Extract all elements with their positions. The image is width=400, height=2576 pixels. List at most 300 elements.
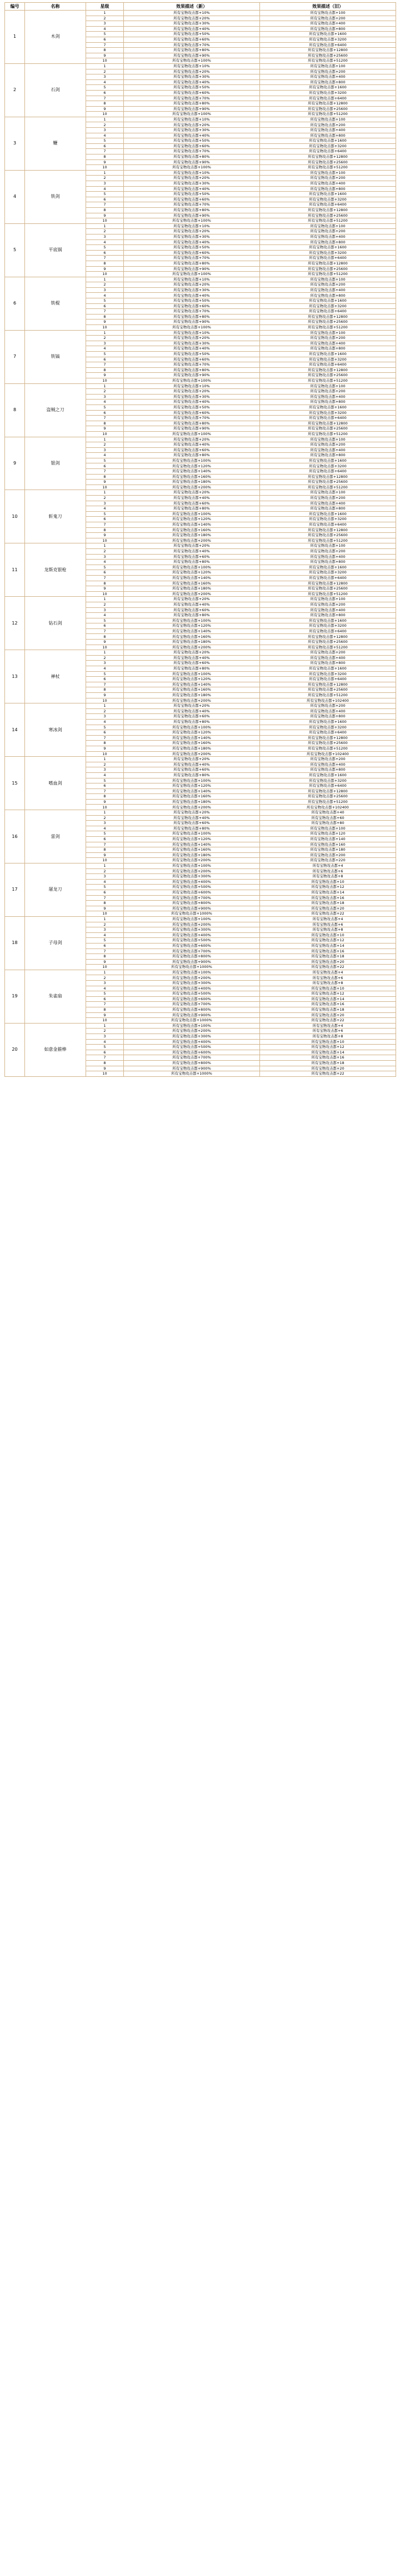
cell-effect-old: 所有宝物攻击都+800	[260, 661, 396, 666]
cell-effect-new: 所有宝物攻击都+900%	[124, 959, 260, 965]
cell-effect-old: 所有宝物攻击都+200	[260, 442, 396, 448]
cell-effect-new: 所有宝物攻击都+1000%	[124, 965, 260, 970]
cell-effect-new: 所有宝物攻击都+10%	[124, 117, 260, 122]
cell-effect-new: 所有宝物攻击都+40%	[124, 496, 260, 501]
cell-effect-old: 所有宝物攻击都+25600	[260, 794, 396, 800]
cell-effect-old: 所有宝物攻击都+22	[260, 965, 396, 970]
cell-effect-new: 所有宝物攻击都+120%	[124, 677, 260, 682]
cell-effect-new: 所有宝物攻击都+60%	[124, 501, 260, 506]
cell-star-level: 8	[86, 687, 124, 693]
table-row	[5, 330, 396, 336]
cell-effect-new: 所有宝物攻击都+700%	[124, 948, 260, 954]
cell-effect-new: 所有宝物攻击都+40%	[124, 655, 260, 661]
cell-effect-old: 所有宝物攻击都+12	[260, 885, 396, 890]
cell-effect-old: 所有宝物攻击都+3200	[260, 463, 396, 469]
row-weapon-name: 龙斯克银枪	[25, 543, 86, 597]
cell-effect-new: 所有宝物攻击都+70%	[124, 362, 260, 368]
cell-effect-old: 所有宝物攻击都+400	[260, 447, 396, 453]
cell-effect-new: 所有宝物攻击都+80%	[124, 207, 260, 213]
cell-effect-new: 所有宝物攻击都+1000%	[124, 911, 260, 917]
cell-effect-new: 所有宝物攻击都+100%	[124, 218, 260, 224]
cell-star-level: 1	[86, 383, 124, 389]
cell-star-level: 6	[86, 197, 124, 202]
cell-effect-new: 所有宝物攻击都+100%	[124, 863, 260, 869]
cell-effect-old: 所有宝物攻击都+51200	[260, 693, 396, 698]
cell-effect-new: 所有宝物攻击都+40%	[124, 442, 260, 448]
cell-star-level: 1	[86, 223, 124, 229]
cell-effect-old: 所有宝物攻击都+4	[260, 970, 396, 975]
cell-effect-new: 所有宝物攻击都+200%	[124, 922, 260, 927]
cell-effect-new: 所有宝物攻击都+500%	[124, 938, 260, 943]
cell-effect-new: 所有宝物攻击都+400%	[124, 932, 260, 938]
cell-star-level: 10	[86, 378, 124, 383]
cell-effect-new: 所有宝物攻击都+120%	[124, 623, 260, 629]
cell-star-level: 8	[86, 101, 124, 107]
cell-effect-new: 所有宝物攻击都+40%	[124, 400, 260, 405]
cell-star-level: 2	[86, 16, 124, 21]
cell-effect-new: 所有宝物攻击都+10%	[124, 383, 260, 389]
cell-star-level: 7	[86, 362, 124, 368]
cell-effect-old: 所有宝物攻击都+25600	[260, 741, 396, 746]
cell-effect-new: 所有宝物攻击都+80%	[124, 421, 260, 426]
cell-effect-new: 所有宝物攻击都+800%	[124, 901, 260, 906]
cell-star-level: 9	[86, 746, 124, 751]
cell-star-level: 4	[86, 26, 124, 32]
cell-effect-new: 所有宝物攻击都+40%	[124, 133, 260, 138]
cell-star-level: 1	[86, 757, 124, 762]
cell-effect-new: 所有宝物攻击都+10%	[124, 277, 260, 282]
cell-effect-old: 所有宝物攻击都+100	[260, 170, 396, 176]
row-weapon-name: 嗜血剑	[25, 757, 86, 810]
cell-star-level: 1	[86, 863, 124, 869]
cell-effect-old: 所有宝物攻击都+100	[260, 11, 396, 16]
cell-effect-old: 所有宝物攻击都+200	[260, 69, 396, 74]
cell-star-level: 8	[86, 527, 124, 533]
cell-effect-old: 所有宝物攻击都+12800	[260, 48, 396, 53]
cell-effect-old: 所有宝物攻击都+3200	[260, 725, 396, 730]
cell-effect-old: 所有宝物攻击都+100	[260, 490, 396, 496]
table-row	[5, 11, 396, 16]
cell-effect-old: 所有宝物攻击都+1600	[260, 666, 396, 672]
cell-star-level: 5	[86, 1045, 124, 1050]
cell-effect-new: 所有宝物攻击都+40%	[124, 602, 260, 607]
cell-effect-old: 所有宝物攻击都+100	[260, 330, 396, 336]
cell-effect-new: 所有宝物攻击都+60%	[124, 37, 260, 42]
cell-star-level: 7	[86, 735, 124, 741]
cell-effect-old: 所有宝物攻击都+1600	[260, 565, 396, 570]
table-body	[5, 11, 396, 1077]
cell-effect-old: 所有宝物攻击都+3200	[260, 90, 396, 96]
cell-effect-new: 所有宝物攻击都+200%	[124, 1029, 260, 1034]
row-weapon-name: 铁镐	[25, 330, 86, 383]
cell-effect-new: 所有宝物攻击都+140%	[124, 575, 260, 581]
cell-effect-old: 所有宝物攻击都+400	[260, 341, 396, 346]
cell-star-level: 10	[86, 1071, 124, 1077]
cell-effect-old: 所有宝物攻击都+400	[260, 554, 396, 560]
cell-effect-old: 所有宝物攻击都+40	[260, 810, 396, 816]
cell-effect-new: 所有宝物攻击都+10%	[124, 11, 260, 16]
cell-effect-new: 所有宝物攻击都+10%	[124, 170, 260, 176]
cell-effect-new: 所有宝物攻击都+50%	[124, 298, 260, 304]
cell-star-level: 5	[86, 85, 124, 91]
cell-effect-new: 所有宝物攻击都+100%	[124, 272, 260, 277]
cell-effect-old: 所有宝物攻击都+8	[260, 927, 396, 933]
cell-effect-old: 所有宝物攻击都+800	[260, 767, 396, 773]
cell-star-level: 7	[86, 895, 124, 901]
table-row	[5, 490, 396, 496]
cell-effect-new: 所有宝物攻击都+180%	[124, 746, 260, 751]
cell-effect-new: 所有宝物攻击都+90%	[124, 213, 260, 218]
cell-star-level: 8	[86, 207, 124, 213]
cell-effect-old: 所有宝物攻击都+12	[260, 991, 396, 997]
cell-effect-old: 所有宝物攻击都+6400	[260, 730, 396, 736]
cell-star-level: 10	[86, 858, 124, 863]
cell-effect-old: 所有宝物攻击都+400	[260, 287, 396, 293]
cell-effect-new: 所有宝物攻击都+900%	[124, 1012, 260, 1018]
cell-effect-old: 所有宝物攻击都+6400	[260, 149, 396, 154]
cell-effect-new: 所有宝物攻击都+80%	[124, 48, 260, 53]
cell-effect-new: 所有宝物攻击都+20%	[124, 543, 260, 549]
cell-effect-new: 所有宝物攻击都+160%	[124, 527, 260, 533]
cell-star-level: 5	[86, 671, 124, 677]
cell-star-level: 9	[86, 906, 124, 911]
cell-star-level: 6	[86, 943, 124, 948]
cell-effect-old: 所有宝物攻击都+25600	[260, 319, 396, 325]
cell-effect-old: 所有宝物攻击都+140	[260, 837, 396, 842]
cell-star-level: 9	[86, 266, 124, 272]
cell-star-level: 7	[86, 788, 124, 794]
cell-star-level: 3	[86, 447, 124, 453]
cell-effect-old: 所有宝物攻击都+800	[260, 239, 396, 245]
row-id: 12	[5, 597, 25, 650]
row-weapon-name: 银剑	[25, 437, 86, 490]
cell-effect-new: 所有宝物攻击都+200%	[124, 645, 260, 650]
cell-effect-old: 所有宝物攻击都+1600	[260, 772, 396, 778]
cell-effect-new: 所有宝物攻击都+80%	[124, 826, 260, 831]
cell-star-level: 1	[86, 170, 124, 176]
cell-effect-new: 所有宝物攻击都+700%	[124, 1055, 260, 1061]
cell-effect-old: 所有宝物攻击都+400	[260, 501, 396, 506]
cell-effect-new: 所有宝物攻击都+140%	[124, 842, 260, 847]
cell-effect-new: 所有宝物攻击都+20%	[124, 229, 260, 234]
cell-star-level: 2	[86, 442, 124, 448]
table-row	[5, 703, 396, 709]
cell-star-level: 2	[86, 496, 124, 501]
cell-effect-new: 所有宝物攻击都+300%	[124, 927, 260, 933]
cell-effect-old: 所有宝物攻击都+102400	[260, 805, 396, 810]
column-header-effect-old: 效果描述（旧）	[260, 3, 396, 11]
cell-effect-old: 所有宝物攻击都+51200	[260, 272, 396, 277]
cell-star-level: 8	[86, 154, 124, 160]
cell-effect-new: 所有宝物攻击都+30%	[124, 21, 260, 27]
cell-star-level: 10	[86, 965, 124, 970]
cell-star-level: 1	[86, 330, 124, 336]
cell-star-level: 8	[86, 581, 124, 586]
cell-star-level: 5	[86, 831, 124, 837]
cell-effect-old: 所有宝物攻击都+200	[260, 176, 396, 181]
row-id: 6	[5, 277, 25, 330]
cell-effect-new: 所有宝物攻击都+500%	[124, 885, 260, 890]
table-row	[5, 277, 396, 282]
weapon-star-effects-table	[4, 2, 396, 1077]
cell-star-level: 10	[86, 325, 124, 331]
column-header-star: 星级	[86, 3, 124, 11]
cell-star-level: 5	[86, 298, 124, 304]
cell-effect-old: 所有宝物攻击都+16	[260, 895, 396, 901]
table-row	[5, 543, 396, 549]
cell-effect-old: 所有宝物攻击都+200	[260, 852, 396, 858]
cell-star-level: 5	[86, 885, 124, 890]
cell-effect-old: 所有宝物攻击都+400	[260, 128, 396, 133]
cell-star-level: 9	[86, 480, 124, 485]
cell-star-level: 4	[86, 79, 124, 85]
cell-effect-old: 所有宝物攻击都+20	[260, 959, 396, 965]
cell-effect-new: 所有宝物攻击都+100%	[124, 112, 260, 117]
cell-effect-old: 所有宝物攻击都+800	[260, 453, 396, 458]
cell-star-level: 2	[86, 229, 124, 234]
cell-star-level: 1	[86, 810, 124, 816]
cell-star-level: 2	[86, 602, 124, 607]
cell-effect-old: 所有宝物攻击都+25600	[260, 426, 396, 432]
table-row	[5, 597, 396, 602]
cell-effect-new: 所有宝物攻击都+800%	[124, 954, 260, 960]
cell-effect-new: 所有宝物攻击都+160%	[124, 474, 260, 480]
cell-star-level: 5	[86, 458, 124, 463]
cell-effect-old: 所有宝物攻击都+20	[260, 1066, 396, 1071]
cell-effect-old: 所有宝物攻击都+200	[260, 229, 396, 234]
cell-effect-old: 所有宝物攻击都+51200	[260, 538, 396, 543]
cell-effect-new: 所有宝物攻击都+80%	[124, 613, 260, 618]
cell-effect-new: 所有宝物攻击都+100%	[124, 831, 260, 837]
cell-effect-new: 所有宝物攻击都+180%	[124, 852, 260, 858]
cell-star-level: 4	[86, 986, 124, 991]
cell-effect-old: 所有宝物攻击都+3200	[260, 517, 396, 522]
cell-star-level: 4	[86, 133, 124, 138]
cell-effect-old: 所有宝物攻击都+200	[260, 16, 396, 21]
cell-effect-new: 所有宝物攻击都+80%	[124, 666, 260, 672]
cell-effect-new: 所有宝物攻击都+70%	[124, 256, 260, 261]
cell-effect-old: 所有宝物攻击都+160	[260, 842, 396, 847]
cell-effect-old: 所有宝物攻击都+1600	[260, 511, 396, 517]
column-header-effect-new: 效果描述（新）	[124, 3, 260, 11]
cell-star-level: 2	[86, 762, 124, 767]
cell-star-level: 7	[86, 416, 124, 421]
row-id: 14	[5, 703, 25, 757]
cell-effect-old: 所有宝物攻击都+220	[260, 858, 396, 863]
cell-effect-new: 所有宝物攻击都+140%	[124, 628, 260, 634]
cell-effect-old: 所有宝物攻击都+6400	[260, 416, 396, 421]
cell-star-level: 5	[86, 618, 124, 623]
cell-effect-old: 所有宝物攻击都+200	[260, 703, 396, 709]
row-weapon-name: 子母剑	[25, 916, 86, 970]
table-row	[5, 63, 396, 69]
cell-effect-old: 所有宝物攻击都+800	[260, 560, 396, 565]
cell-effect-old: 所有宝物攻击都+3200	[260, 143, 396, 149]
cell-star-level: 10	[86, 538, 124, 543]
table-header-row	[5, 3, 396, 11]
cell-effect-old: 所有宝物攻击都+6400	[260, 469, 396, 475]
cell-effect-new: 所有宝物攻击都+20%	[124, 16, 260, 21]
cell-effect-old: 所有宝物攻击都+200	[260, 122, 396, 128]
cell-star-level: 5	[86, 778, 124, 783]
cell-effect-old: 所有宝物攻击都+51200	[260, 112, 396, 117]
cell-effect-new: 所有宝物攻击都+500%	[124, 1045, 260, 1050]
cell-effect-old: 所有宝物攻击都+51200	[260, 58, 396, 64]
cell-star-level: 4	[86, 560, 124, 565]
table-row	[5, 810, 396, 816]
cell-effect-old: 所有宝物攻击都+6400	[260, 628, 396, 634]
cell-effect-old: 所有宝物攻击都+12800	[260, 154, 396, 160]
cell-effect-old: 所有宝物攻击都+12	[260, 1045, 396, 1050]
cell-effect-new: 所有宝物攻击都+200%	[124, 751, 260, 757]
cell-effect-old: 所有宝物攻击都+12800	[260, 634, 396, 640]
cell-effect-old: 所有宝物攻击都+6400	[260, 783, 396, 789]
cell-effect-old: 所有宝物攻击都+200	[260, 650, 396, 656]
table-row	[5, 1023, 396, 1029]
cell-effect-new: 所有宝物攻击都+60%	[124, 607, 260, 613]
cell-star-level: 6	[86, 570, 124, 576]
cell-effect-old: 所有宝物攻击都+8	[260, 981, 396, 986]
cell-star-level: 8	[86, 261, 124, 266]
cell-effect-new: 所有宝物攻击都+10%	[124, 223, 260, 229]
cell-effect-old: 所有宝物攻击都+80	[260, 821, 396, 826]
cell-effect-old: 所有宝物攻击都+1600	[260, 192, 396, 197]
cell-effect-old: 所有宝物攻击都+51200	[260, 485, 396, 490]
cell-effect-old: 所有宝物攻击都+14	[260, 943, 396, 948]
cell-star-level: 7	[86, 202, 124, 208]
cell-effect-old: 所有宝物攻击都+6	[260, 868, 396, 874]
table-header	[5, 3, 396, 11]
cell-effect-new: 所有宝物攻击都+900%	[124, 1066, 260, 1071]
document-body	[0, 0, 400, 1081]
cell-star-level: 10	[86, 698, 124, 703]
cell-star-level: 9	[86, 1012, 124, 1018]
cell-effect-new: 所有宝物攻击都+300%	[124, 1034, 260, 1040]
cell-effect-new: 所有宝物攻击都+40%	[124, 815, 260, 821]
cell-effect-new: 所有宝物攻击都+30%	[124, 74, 260, 80]
cell-star-level: 5	[86, 511, 124, 517]
cell-effect-new: 所有宝物攻击都+400%	[124, 879, 260, 885]
cell-effect-old: 所有宝物攻击都+6	[260, 922, 396, 927]
row-weapon-name: 如意金箍棒	[25, 1023, 86, 1076]
cell-star-level: 10	[86, 1018, 124, 1024]
cell-star-level: 4	[86, 772, 124, 778]
cell-star-level: 4	[86, 239, 124, 245]
row-id: 4	[5, 170, 25, 223]
cell-effect-old: 所有宝物攻击都+800	[260, 400, 396, 405]
cell-effect-new: 所有宝物攻击都+50%	[124, 138, 260, 144]
cell-effect-new: 所有宝物攻击都+180%	[124, 799, 260, 805]
cell-effect-old: 所有宝物攻击都+22	[260, 911, 396, 917]
cell-star-level: 1	[86, 277, 124, 282]
cell-effect-old: 所有宝物攻击都+51200	[260, 325, 396, 331]
cell-effect-new: 所有宝物攻击都+100%	[124, 431, 260, 437]
cell-effect-new: 所有宝物攻击都+140%	[124, 735, 260, 741]
cell-effect-new: 所有宝物攻击都+20%	[124, 282, 260, 288]
cell-star-level: 9	[86, 693, 124, 698]
row-weapon-name: 雷剑	[25, 810, 86, 863]
cell-star-level: 7	[86, 149, 124, 154]
cell-star-level: 4	[86, 293, 124, 298]
cell-effect-old: 所有宝物攻击都+200	[260, 496, 396, 501]
cell-star-level: 8	[86, 367, 124, 373]
cell-effect-old: 所有宝物攻击都+22	[260, 1018, 396, 1024]
cell-effect-old: 所有宝物攻击都+1600	[260, 245, 396, 251]
cell-star-level: 5	[86, 405, 124, 410]
cell-effect-new: 所有宝物攻击都+30%	[124, 128, 260, 133]
cell-effect-new: 所有宝物攻击都+100%	[124, 970, 260, 975]
cell-effect-new: 所有宝物攻击都+200%	[124, 538, 260, 543]
cell-effect-new: 所有宝物攻击都+20%	[124, 490, 260, 496]
cell-star-level: 3	[86, 21, 124, 27]
cell-star-level: 5	[86, 245, 124, 251]
cell-effect-old: 所有宝物攻击都+51200	[260, 645, 396, 650]
cell-star-level: 7	[86, 682, 124, 687]
cell-effect-new: 所有宝物攻击都+40%	[124, 186, 260, 192]
cell-effect-new: 所有宝物攻击都+70%	[124, 309, 260, 314]
cell-effect-new: 所有宝物攻击都+180%	[124, 533, 260, 538]
cell-effect-new: 所有宝物攻击都+800%	[124, 1060, 260, 1066]
cell-effect-new: 所有宝物攻击都+20%	[124, 437, 260, 442]
cell-star-level: 10	[86, 805, 124, 810]
row-id: 9	[5, 437, 25, 490]
cell-effect-new: 所有宝物攻击都+600%	[124, 890, 260, 895]
row-weapon-name: 铁棍	[25, 277, 86, 330]
row-id: 17	[5, 863, 25, 917]
cell-effect-new: 所有宝物攻击都+100%	[124, 458, 260, 463]
cell-star-level: 3	[86, 74, 124, 80]
cell-effect-new: 所有宝物攻击都+60%	[124, 447, 260, 453]
cell-effect-old: 所有宝物攻击都+100	[260, 223, 396, 229]
cell-effect-new: 所有宝物攻击都+80%	[124, 101, 260, 107]
cell-effect-new: 所有宝物攻击都+70%	[124, 96, 260, 101]
cell-effect-new: 所有宝物攻击都+60%	[124, 767, 260, 773]
cell-effect-new: 所有宝物攻击都+80%	[124, 314, 260, 319]
cell-effect-old: 所有宝物攻击都+400	[260, 607, 396, 613]
cell-effect-old: 所有宝物攻击都+12800	[260, 527, 396, 533]
cell-star-level: 2	[86, 868, 124, 874]
cell-effect-new: 所有宝物攻击都+200%	[124, 591, 260, 597]
cell-effect-new: 所有宝物攻击都+80%	[124, 772, 260, 778]
cell-effect-old: 所有宝物攻击都+22	[260, 1071, 396, 1077]
cell-effect-new: 所有宝物攻击都+700%	[124, 1002, 260, 1007]
cell-effect-old: 所有宝物攻击都+1600	[260, 719, 396, 725]
cell-effect-new: 所有宝物攻击都+300%	[124, 874, 260, 880]
cell-star-level: 8	[86, 474, 124, 480]
cell-effect-new: 所有宝物攻击都+600%	[124, 1050, 260, 1055]
cell-effect-new: 所有宝物攻击都+60%	[124, 357, 260, 362]
cell-star-level: 7	[86, 469, 124, 475]
cell-effect-old: 所有宝物攻击都+12800	[260, 314, 396, 319]
cell-star-level: 6	[86, 837, 124, 842]
cell-effect-old: 所有宝物攻击都+200	[260, 336, 396, 341]
cell-effect-new: 所有宝物攻击都+60%	[124, 661, 260, 666]
cell-star-level: 3	[86, 181, 124, 187]
cell-effect-old: 所有宝物攻击都+3200	[260, 197, 396, 202]
row-weapon-name: 石剑	[25, 63, 86, 117]
cell-star-level: 5	[86, 32, 124, 37]
cell-star-level: 7	[86, 628, 124, 634]
cell-effect-new: 所有宝物攻击都+500%	[124, 991, 260, 997]
cell-effect-old: 所有宝物攻击都+3200	[260, 623, 396, 629]
cell-effect-new: 所有宝物攻击都+50%	[124, 32, 260, 37]
cell-effect-new: 所有宝物攻击都+90%	[124, 319, 260, 325]
cell-effect-old: 所有宝物攻击都+800	[260, 186, 396, 192]
cell-star-level: 1	[86, 437, 124, 442]
cell-star-level: 4	[86, 826, 124, 831]
cell-effect-new: 所有宝物攻击都+60%	[124, 821, 260, 826]
cell-effect-new: 所有宝物攻击都+80%	[124, 506, 260, 512]
